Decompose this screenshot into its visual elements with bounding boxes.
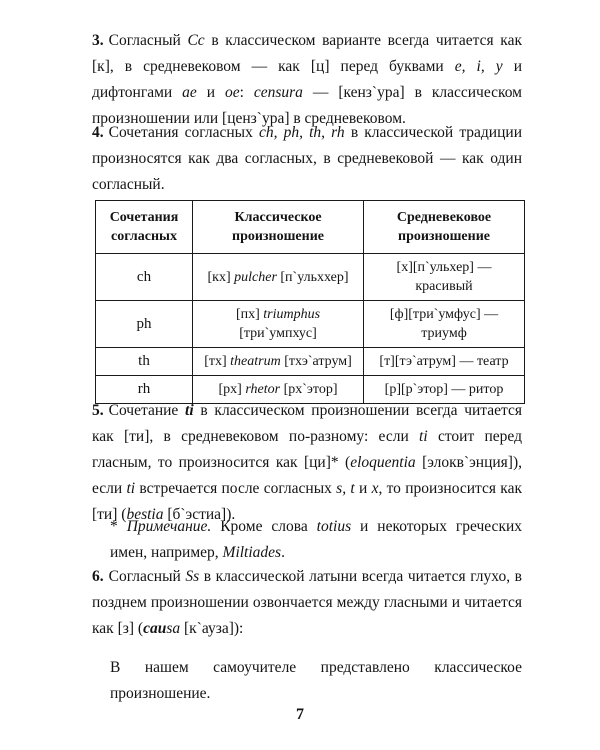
item-3: 3. Согласный Cc в классическом варианте всегда читается как [к], в средневековом — как [ц] перед буквами e, i, y и дифтонгами ae и oe: censura — [кенз`ура] в классическом произношении или [ценз`ура] в средневековом. [92,32,522,127]
header-combinations: Сочетания согласных [96,201,193,254]
item-5: 5. Сочетание ti в классическом произношении всегда читается как [ти], в средневековом по-разному: если ti стоит перед гласным, то произносится как [ци]* (eloquentia [элокв`энция]), если ti встречается после согласных s, t и x, то произносится как [ти] (bestia [б`эстиа]). [92,402,523,523]
pronunciation-table [95,200,525,404]
item-number: 4. [92,124,104,141]
table-row [96,254,525,301]
footnote: * Примечание. Кроме слова totius и некоторых греческих имен, например, Miltiades. [110,518,523,561]
combo-cell: th [96,348,193,376]
item-6: 6. Согласный Ss в классической латыни всегда читается глухо, в позднем произношении озвончается между гласными и читается как [з] (causa [к`ауза]): [92,568,522,637]
item-4: 4. Сочетания согласных ch, ph, th, rh в классической традиции произносятся как два согласных, в средневековой — как один согласный. [92,124,522,193]
classical-cell: [кх] pulcher [п`ульххер] [193,254,364,301]
classical-cell: [пх] triumphus [три`умпхус] [193,301,364,348]
classical-cell: [тх] theatrum [тхэ`атрум] [193,348,364,376]
table-header-row [96,201,525,254]
item-number: 6. [92,568,104,585]
page-number: 7 [296,706,304,723]
table-row [96,348,525,376]
medieval-cell: [р][р`этор] — ритор [364,376,525,404]
combo-cell: ph [96,301,193,348]
header-classical: Классическое произношение [193,201,364,254]
combo-cell: ch [96,254,193,301]
item-number: 3. [92,32,104,49]
combo-cell: rh [96,376,193,404]
table-row [96,301,525,348]
medieval-cell: [ф][три`умфус] — триумф [364,301,525,348]
classical-cell: [рх] rhetor [рх`этор] [193,376,364,404]
medieval-cell: [х][п`ульхер] — красивый [364,254,525,301]
closing-paragraph: В нашем самоучителе представлено классическое произношение. [110,659,522,702]
header-medieval: Средневековое произношение [364,201,525,254]
medieval-cell: [т][тэ`атрум] — театр [364,348,525,376]
item-number: 5. [92,402,104,419]
